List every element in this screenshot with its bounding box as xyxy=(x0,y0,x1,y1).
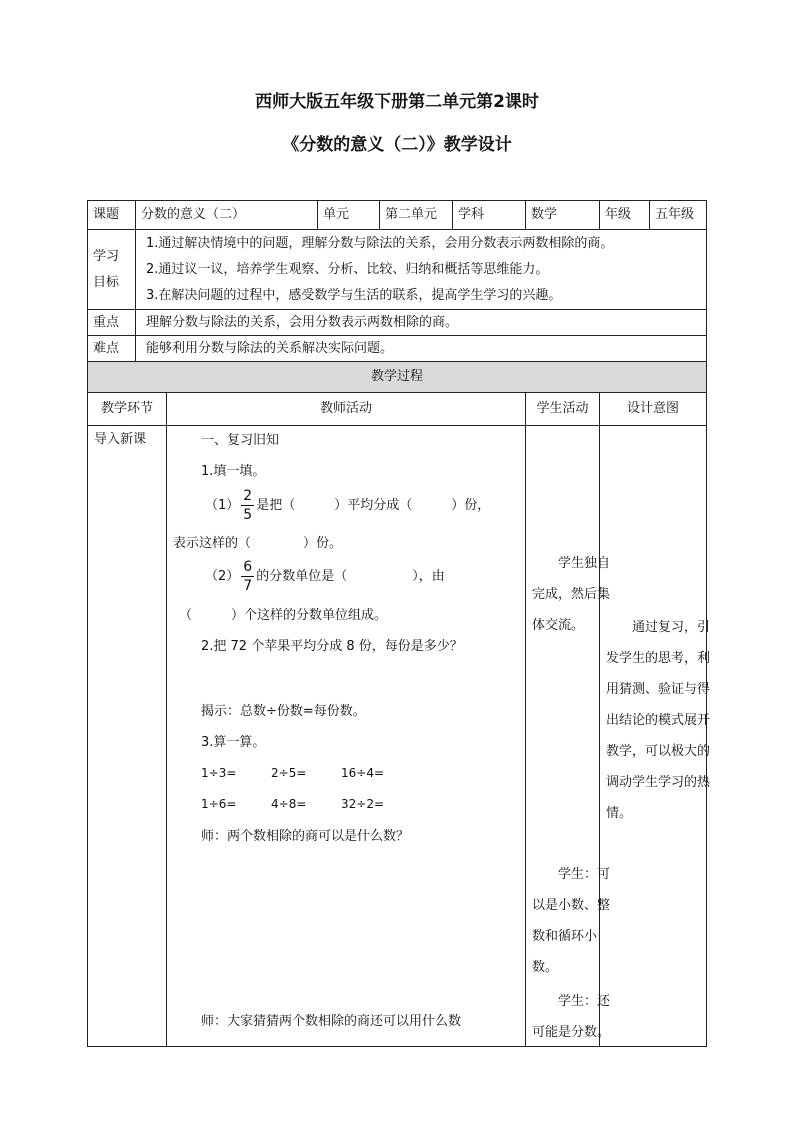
key-label: 重点 xyxy=(88,310,136,336)
goals-row xyxy=(88,230,707,310)
fraction-numerator: 6 xyxy=(243,559,253,575)
calc-item: 2÷5= xyxy=(271,766,307,780)
process-header-row xyxy=(88,362,707,393)
fraction-denominator: 5 xyxy=(243,507,253,523)
calc-item: 16÷4= xyxy=(341,766,385,780)
goal-item: 1.通过解决情境中的问题，理解分数与除法的关系，会用分数表示两数相除的商。 xyxy=(146,235,614,251)
document-title: 西师大版五年级下册第二单元第2课时 xyxy=(255,92,539,112)
calc-item: 32÷2= xyxy=(341,797,385,811)
goal-item: 2.通过议一议，培养学生观察、分析、比较、归纳和概括等思维能力。 xyxy=(146,261,549,277)
info-row xyxy=(88,201,707,230)
question-1-prefix: （1） xyxy=(205,498,240,513)
grade-label: 年级 xyxy=(600,201,650,230)
key-row xyxy=(88,310,707,336)
fill-heading: 1.填一填。 xyxy=(201,464,266,479)
document-subtitle: 《分数的意义（二）》教学设计 xyxy=(282,135,512,155)
fraction-6-7 xyxy=(241,560,254,593)
fraction-numerator: 2 xyxy=(243,488,253,504)
difficulty-row xyxy=(88,336,707,362)
topic-label: 课题 xyxy=(88,201,136,230)
key-text: 理解分数与除法的关系，会用分数表示两数相除的商。 xyxy=(136,310,707,336)
column-header-row xyxy=(88,393,707,426)
subject-value: 数学 xyxy=(526,201,600,230)
question-2-line2: （ ）个这样的分数单位组成。 xyxy=(179,608,388,623)
col-stage-header: 教学环节 xyxy=(88,393,167,426)
goals-label xyxy=(88,230,136,310)
question-2 xyxy=(205,560,445,593)
unit-label: 单元 xyxy=(318,201,380,230)
student-activity-2: 学生：可以是小数、整数和循环小数。 xyxy=(532,867,611,975)
question-1-line2: 表示这样的（ ）份。 xyxy=(173,536,343,551)
goals-content xyxy=(136,230,707,310)
fraction-denominator: 7 xyxy=(243,578,253,594)
question-1 xyxy=(205,489,490,522)
teacher-question-1: 师：两个数相除的商可以是什么数？ xyxy=(201,829,410,844)
teacher-question-2: 师：大家猜猜两个数相除的商还可以用什么数 xyxy=(201,1014,462,1029)
calc-heading: 3.算一算。 xyxy=(201,735,266,750)
design-intent-text: 通过复习，引发学生的思考，利用猜测、验证与得出结论的模式展开教学，可以极大的调动学生学习的热情。 xyxy=(606,620,711,821)
col-design-header: 设计意图 xyxy=(600,393,707,426)
student-activity-1: 学生独自完成，然后集体交流。 xyxy=(532,556,611,633)
hint-text: 揭示：总数÷份数=每份数。 xyxy=(201,704,366,719)
lesson-plan-table xyxy=(87,200,711,1047)
subject-label: 学科 xyxy=(453,201,526,230)
design-intent-cell xyxy=(600,426,711,1047)
col-student-header: 学生活动 xyxy=(526,393,600,426)
question-1-text: 是把（ ）平均分成（ ）份， xyxy=(256,498,491,513)
lesson-row xyxy=(88,426,707,1047)
unit-value: 第二单元 xyxy=(380,201,453,230)
stage-label: 导入新课 xyxy=(94,432,147,447)
calc-item: 1÷6= xyxy=(201,797,237,811)
goal-item: 3.在解决问题的过程中，感受数学与生活的联系，提高学生学习的兴趣。 xyxy=(146,287,562,303)
teacher-activity-cell xyxy=(167,426,526,1047)
question-2-prefix: （2） xyxy=(205,569,240,584)
col-teacher-header: 教师活动 xyxy=(167,393,526,426)
goals-label-line2: 目标 xyxy=(93,274,120,290)
fraction-2-5 xyxy=(241,489,254,522)
topic-value: 分数的意义（二） xyxy=(136,201,318,230)
apples-question: 2.把 72 个苹果平均分成 8 份，每份是多少？ xyxy=(201,639,463,654)
calc-item: 4÷8= xyxy=(271,797,307,811)
student-activity-cell xyxy=(526,426,611,1047)
calc-item: 1÷3= xyxy=(201,766,237,780)
stage-cell xyxy=(88,426,167,1047)
student-activity-3: 学生：还可能是分数。 xyxy=(532,994,611,1040)
grade-value: 五年级 xyxy=(650,201,707,230)
difficulty-label: 难点 xyxy=(88,336,136,362)
review-heading: 一、复习旧知 xyxy=(201,433,280,448)
goals-label-line1: 学习 xyxy=(93,248,120,264)
process-header: 教学过程 xyxy=(88,362,707,393)
question-2-text: 的分数单位是（ ），由 xyxy=(256,569,445,584)
difficulty-text: 能够利用分数与除法的关系解决实际问题。 xyxy=(136,336,707,362)
